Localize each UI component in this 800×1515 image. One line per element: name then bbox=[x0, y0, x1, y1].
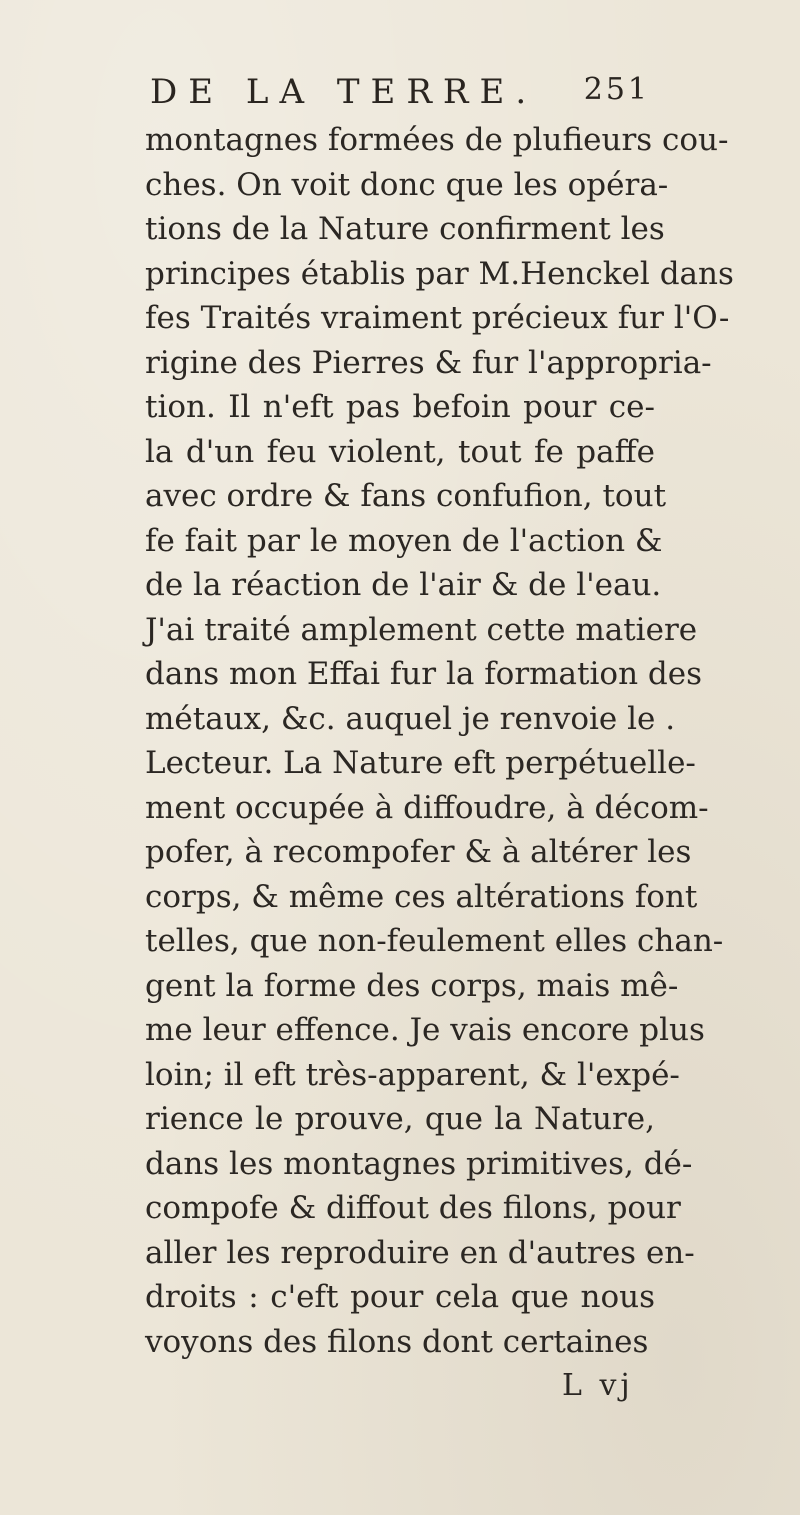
text-line: voyons des filons dont certaines bbox=[145, 1323, 649, 1360]
text-line: corps, & même ces altérations font bbox=[145, 878, 698, 915]
text-line: pofer, à recompofer & à altérer les bbox=[145, 834, 692, 870]
text-line: gent la forme des corps, mais mê- bbox=[145, 967, 679, 1004]
text-line: Lecteur. La Nature eft perpétuelle- bbox=[145, 745, 696, 781]
text-line: loin; il eft très-apparent, & l'expé- bbox=[145, 1056, 680, 1093]
page-number: 251 bbox=[583, 72, 650, 107]
text-line: dans mon Effai fur la formation des bbox=[145, 656, 702, 692]
text-line: fes Traités vraiment précieux fur l'O- bbox=[145, 300, 730, 336]
text-line: montagnes formées de plufieurs cou- bbox=[145, 122, 729, 158]
text-line: dans les montagnes primitives, dé- bbox=[145, 1145, 693, 1182]
page-header bbox=[150, 72, 650, 122]
text-line: principes établis par M.Henckel dans bbox=[145, 255, 734, 292]
text-line: tions de la Nature confirment les bbox=[145, 211, 665, 247]
text-line: de la réaction de l'air & de l'eau. bbox=[145, 567, 662, 603]
running-head: DE LA TERRE. bbox=[150, 72, 538, 112]
text-line: me leur effence. Je vais encore plus bbox=[145, 1012, 705, 1048]
text-line: telles, que non-feulement elles chan- bbox=[145, 923, 724, 959]
text-line: rigine des Pierres & fur l'appropria- bbox=[145, 344, 712, 381]
text-line: métaux, &c. auquel je renvoie le . bbox=[145, 700, 676, 737]
body-text bbox=[145, 118, 734, 1364]
text-line: rience le prouve, que la Nature, bbox=[145, 1101, 655, 1137]
text-line: avec ordre & fans confufion, tout bbox=[145, 478, 667, 514]
text-line: J'ai traité amplement cette matiere bbox=[145, 611, 698, 648]
text-line: la d'un feu violent, tout fe paffe bbox=[145, 433, 655, 470]
text-line: aller les reproduire en d'autres en- bbox=[145, 1234, 695, 1271]
signature-mark: L vj bbox=[562, 1368, 634, 1403]
text-line: ment occupée à diffoudre, à décom- bbox=[145, 789, 709, 826]
text-line: fe fait par le moyen de l'action & bbox=[145, 522, 663, 559]
text-line: ches. On voit donc que les opéra- bbox=[145, 166, 669, 203]
text-line: droits : c'eft pour cela que nous bbox=[145, 1279, 655, 1315]
text-line: tion. Il n'eft pas befoin pour ce- bbox=[145, 389, 655, 425]
text-line: compofe & diffout des filons, pour bbox=[145, 1190, 681, 1226]
